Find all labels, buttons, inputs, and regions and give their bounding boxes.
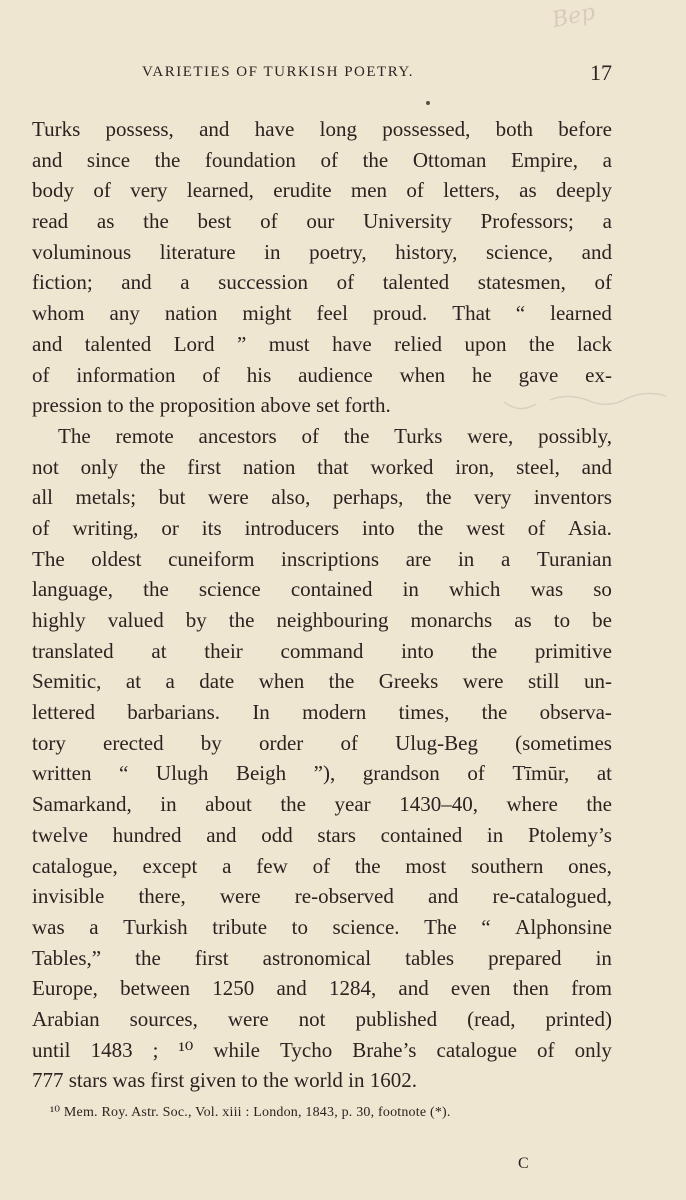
- text-line: of information of his audience when he gave ex-: [32, 362, 612, 387]
- text-line: body of very learned, erudite men of letters, as deeply: [32, 178, 612, 203]
- text-line: lettered barbarians. In modern times, the observa-: [32, 700, 612, 725]
- margin-pencil-note: Bep: [549, 0, 598, 34]
- ink-dot: [426, 101, 430, 105]
- text-line: Semitic, at a date when the Greeks were still un-: [32, 669, 612, 694]
- text-line: was a Turkish tribute to science. The “ Alphonsine: [32, 914, 612, 939]
- text-line: written “ Ulugh Beigh ”), grandson of Tīmūr, at: [32, 761, 612, 786]
- text-line: tory erected by order of Ulug-Beg (sometimes: [32, 730, 612, 755]
- text-line: Samarkand, in about the year 1430–40, where the: [32, 792, 612, 817]
- text-line: highly valued by the neighbouring monarchs as to be: [32, 608, 612, 632]
- text-line: fiction; and a succession of talented statesmen, of: [32, 270, 612, 295]
- running-title: VARIETIES OF TURKISH POETRY.: [142, 64, 415, 80]
- text-line: read as the best of our University Professors; a: [32, 209, 612, 234]
- text-line: catalogue, except a few of the most southern ones,: [32, 853, 612, 878]
- footnote: ¹⁰ Mem. Roy. Astr. Soc., Vol. xiii : London, 1843, p. 30, footnote (*).: [50, 1105, 451, 1120]
- text-line: The remote ancestors of the Turks were, possibly,: [58, 423, 612, 448]
- text-line: 777 stars was first given to the world in 1602.: [32, 1068, 417, 1093]
- text-line: of writing, or its introducers into the west of Asia.: [32, 515, 612, 540]
- text-line: Tables,” the first astronomical tables prepared in: [32, 945, 612, 970]
- text-line: voluminous literature in poetry, history, science, and: [32, 239, 612, 264]
- text-line: and since the foundation of the Ottoman Empire, a: [32, 147, 612, 172]
- text-line: all metals; but were also, perhaps, the very inventors: [32, 485, 612, 510]
- text-line: language, the science contained in which was so: [32, 577, 612, 602]
- text-line: Arabian sources, were not published (read, printed): [32, 1006, 612, 1031]
- text-line: The oldest cuneiform inscriptions are in a Turanian: [32, 546, 612, 571]
- body-text: [32, 114, 612, 1096]
- page-number: 17: [590, 60, 612, 85]
- text-line: twelve hundred and odd stars contained in Ptolemy’s: [32, 822, 612, 847]
- text-line: Turks possess, and have long possessed, both before: [32, 117, 612, 141]
- text-line: whom any nation might feel proud. That “ learned: [32, 301, 612, 326]
- text-line: translated at their command into the primitive: [32, 638, 612, 663]
- text-line: not only the first nation that worked iron, steel, and: [32, 454, 612, 479]
- text-line: until 1483 ; ¹⁰ while Tycho Brahe’s catalogue of only: [32, 1037, 612, 1062]
- text-line: invisible there, were re-observed and re-catalogued,: [32, 884, 612, 909]
- text-line: and talented Lord ” must have relied upon the lack: [32, 331, 612, 356]
- running-head: [32, 62, 612, 90]
- text-line: Europe, between 1250 and 1284, and even then from: [32, 976, 612, 1001]
- signature-mark: C: [518, 1155, 529, 1172]
- text-line: pression to the proposition above set forth.: [32, 393, 391, 418]
